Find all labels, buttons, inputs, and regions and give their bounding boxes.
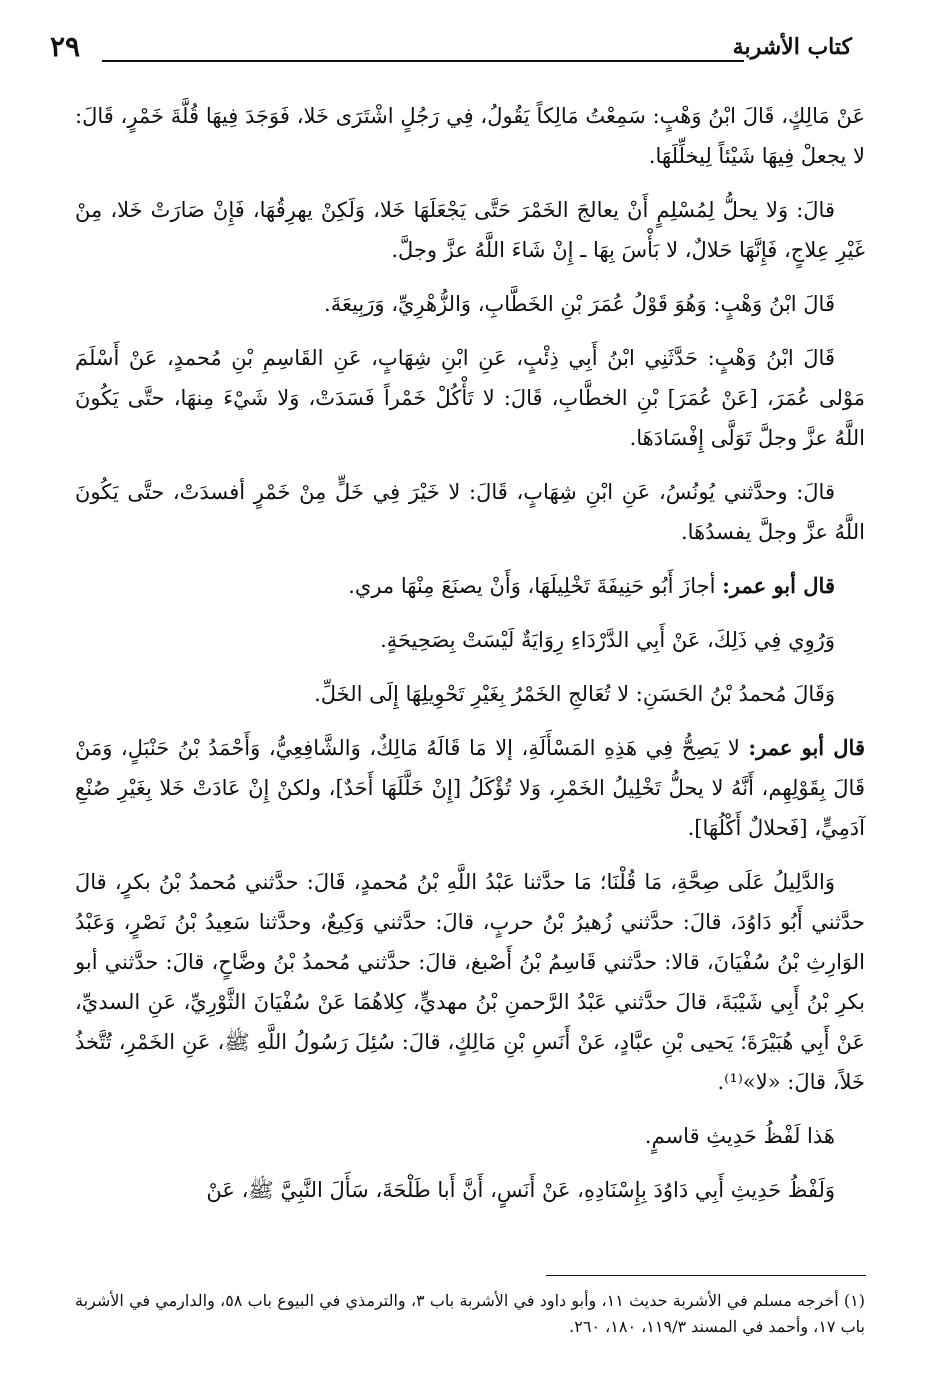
paragraph [75,566,865,606]
paragraph-lead: قال أبو عمر: [722,573,835,598]
paragraph [75,284,865,324]
paragraph [75,620,865,660]
paragraph-text: قَالَ ابْنُ وَهْبٍ: حَدَّثَنِي ابْنُ أَبِي ذِئْبٍ، عَنِ ابْنِ شِهَابٍ، عَنِ القَاسِمِ بْنِ مُحمدٍ، عَنْ أَسْلَمَ مَوْلى عُمَرَ، [عَنْ عُمَرَ] بْنِ الخطَّابِ، قَالَ: لا تَأْكُلْ خَمْراً فَسَدَتْ، وَلا شَيْءَ مِنهَا، حتَّى يَكُونَ اللَّهُ عزَّ وجلَّ تَوَلَّى إِفْسَادَهَا. [75,346,865,450]
paragraph [75,1116,865,1156]
paragraph-lead: قال أبو عمر: [748,735,865,760]
page-number: ٢٩ [50,30,81,63]
paragraph-text: قَالَ ابْنُ وَهْبٍ: وَهُوَ قَوْلُ عُمَرَ بْنِ الخَطَّابِ، وَالزُّهْرِيِّ، وَرَبِيعَةَ. [324,292,835,316]
paragraph-text: قالَ: وحدَّثني يُونُسُ، عَنِ ابْنِ شِهَابٍ، قَالَ: لا خَيْرَ فِي خَلٍّ مِنْ خَمْرٍ أفسدَتْ، حتَّى يَكُونَ اللَّهُ عزَّ وجلَّ يفسدُهَا. [75,480,865,544]
header-rule [102,60,744,62]
running-title: كتاب الأشربة [732,34,852,60]
paragraph-text: وَرُوِي فِي ذَلِكَ، عَنْ أَبِي الدَّرْدَاءِ رِوَايَةٌ لَيْسَتْ بِصَحِيحَةٍ. [380,628,835,652]
footnote [75,1288,865,1340]
paragraph-text: لا يَصِحُّ فِي هَذِهِ المَسْأَلَةِ، إلا مَا قَالَهُ مَالِكٌ، وَالشَّافِعِيُّ، وَأَحْمَدُ بْنُ حَنْبَلٍ، وَمَنْ قَالَ بِقَوْلِهِم، أَنَّهُ لا يحلُّ تَخْلِيلُ الخَمْرِ، وَلا تُؤْكَلُ [إِنْ خَلَّلَهَا أَحَدٌ]، ولكنْ إِنْ عَادَتْ خَلا بِغَيْرِ صُنْعِ آدَمِيٍّ، [فَحلالٌ أَكْلُهَا]. [75,736,865,840]
page-header [50,28,852,68]
paragraph-text: وَالدَّلِيلُ عَلَى صِحَّةِ، مَا قُلْنَا؛ مَا حدَّثنا عَبْدُ اللَّهِ بْنُ مُحمدٍ، قَالَ: حدَّثني مُحمدُ بْنُ بكرٍ، قالَ حدَّثني أَبُو دَاوُدَ، قالَ: حدَّثني زُهيرُ بْنُ حربٍ، قالَ: حدَّثني وَكِيعٌ، وحدَّثنا سَعِيدُ بْنُ نَصْرٍ، وَعَبْدُ الوَارِثِ بْنُ سُفْيَانَ، قالا: حدَّثني قَاسِمُ بْنُ أَصْبغ، قالَ: حدَّثني مُحمدُ بْنُ وضَّاحٍ، قالَ: حدَّثني أبو بكرِ بْنُ أَبِي شَيْبَةَ، قالَ حدَّثني عَبْدُ الرَّحمنِ بْنُ مهديٍّ، كِلاهُمَا عَنْ سُفْيَانَ الثَّوْرِيِّ، عَنِ السديِّ، عَنْ أَبِي هُبَيْرَةَ؛ يَحيى بْنِ عبَّادٍ، عَنْ أَنَسِ بْنِ مَالِكٍ، قالَ: سُئِلَ رَسُولُ اللَّهِ ﷺ، عَنِ الخَمْرِ، تُتَّخذُ خَلاً، قالَ: «لا»⁽¹⁾. [75,870,865,1094]
paragraph [75,728,865,848]
footnote-text: (١) أخرجه مسلم في الأشربة حديث ١١، وأبو داود في الأشربة باب ٣، والترمذي في البيوع باب ٥٨، والدارمي في الأشربة باب ١٧، وأحمد في المسند ١١٩/٣، ١٨٠، ٢٦٠. [75,1291,865,1336]
paragraph [75,190,865,270]
paragraph-text: هَذا لَفْظُ حَدِيثِ قاسمٍ. [644,1124,835,1148]
paragraph [75,338,865,458]
paragraph [75,1170,865,1210]
paragraph [75,674,865,714]
page-body [75,96,865,1224]
paragraph [75,472,865,552]
footnote-rule [546,1275,866,1276]
paragraph [75,96,865,176]
paragraph-text: وَلَفْظُ حَدِيثِ أَبِي دَاوُدَ بِإِسْنَادِهِ، عَنْ أَنَسٍ، أَنَّ أَبا طَلْحَةَ، سَأَلَ النَّبِيَّ ﷺ، عَنْ [206,1178,835,1202]
paragraph-text: وَقَالَ مُحمدُ بْنُ الحَسَنِ: لا تُعَالجِ الخَمْرُ بِغَيْرِ تَحْوِيلِهَا إِلَى الخَلِّ. [314,682,835,706]
paragraph [75,862,865,1102]
paragraph-text: عَنْ مَالِكٍ، قَالَ ابْنُ وَهْبٍ: سَمِعْتُ مَالِكاً يَقُولُ، فِي رَجُلٍ اشْتَرَى خَلا، فَوَجَدَ فِيهَا قُلَّةَ خَمْرٍ، قَالَ: لا يجعلْ فِيهَا شَيْئاً لِيخلِّلَهَا. [75,104,865,168]
paragraph-text: قالَ: وَلا يحلُّ لِمُسْلِمٍ أَنْ يعالجَ الخَمْرَ حَتَّى يَجْعَلَهَا خَلا، وَلَكِنْ يهرِقُهَا، فَإِنْ صَارَتْ خَلا، مِنْ غَيْرِ عِلاجٍ، فَإِنَّهَا حَلالٌ، لا بَأْسَ بِهَا ـ إِنْ شَاءَ اللَّهُ عزَّ وجلَّ. [75,198,865,262]
paragraph-text: أجازَ أَبُو حَنِيفَةَ تَخْلِيلَهَا، وَأَنْ يصنَعَ مِنْهَا مري. [348,574,723,598]
